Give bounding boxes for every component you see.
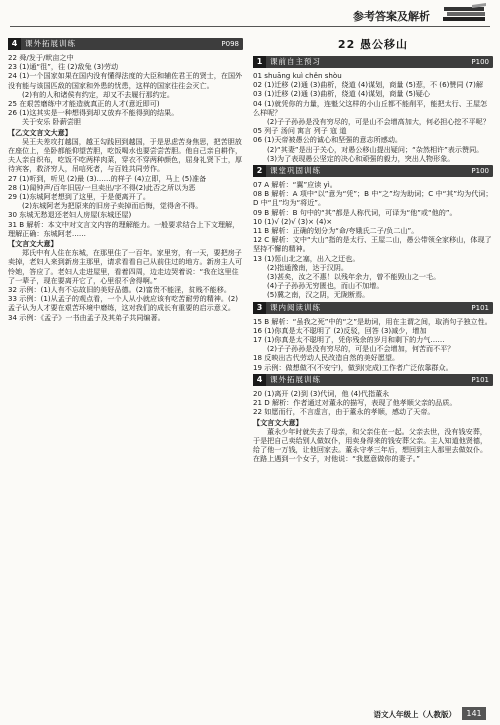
answer-line: 15 B 解析：“虽我之死”中的“之”是助词，用在主谓之间，取消句子独立性。 [253,316,492,326]
header-title: 参考答案及解析 [353,10,430,23]
answer-line: 25 在艰苦磨练中才能造就真正的人才(意近即可) [8,99,160,109]
answer-line: 董永少年时就失去了母亲，和父亲住在一起。父亲去世，没有钱安葬，于是把自己卖给别人做奴仆，用卖身得来的钱安葬父亲。主人知道他贤德，给了他一万钱，让他回家去。董永守孝三年后，想回到主人那里去做奴仆。在路上遇到一个女子，对他说：“我愿意做你的妻子。” [253,426,488,464]
answer-line: (3)甚矣，汝之不惠！以残年余力，曾不能毁山之一毛。 [267,272,441,282]
section-number: 3 [253,302,266,314]
answer-line: 12 C 解析：文中“大山”指的是太行、王屋二山，愚公带领全家移山，体现了坚持不懈的精神。 [253,235,492,254]
answer-line: 28 (1)闻钟声/百年旧居/一旦卖出/字不得(2)此否之所以为恶 [8,182,196,192]
section-number: 4 [253,374,266,386]
section-page-ref: P100 [471,167,489,176]
section-page-ref: P098 [221,40,239,48]
section-page-ref: P101 [471,375,489,384]
answer-line: (2)东城阿老为把原来的旧房子卖掉而后悔，觉得舍不得。 [22,201,203,211]
answer-line: (4)子子孙孙无穷匮也，而山不加增。 [267,281,384,291]
left-answer-list [8,53,243,322]
answer-line: (5)冀之南，汉之阴，无陇断焉。 [267,290,370,300]
answer-line: 27 (1)听到，听见 (2)最 (3)……的样子 (4)立即，马上 (5)准备 [8,173,207,183]
answer-line: 吴王夫差攻打越国，越王勾践回到越国，于是思虑苦身焦思，把苦胆放在座位上，坐卧都能仰望苦胆，吃饭喝水也要尝尝苦胆。他自己亲自耕作，夫人亲自织布，吃饭不吃两样肉菜，穿衣不穿两种颜色，屈身礼贤下士，厚待宾客，救济穷人，吊唁死者，与百姓共同劳作。 [8,136,243,174]
answer-line: 郑氏中有人住在东城，在那里住了一百年。家里穷，有一天，要把房子卖掉，老妇人来到新房主那里，请求看看自己从前住过的地方。新房主人可怜她，答应了。老妇人走进屋里，看着四周，边走边哭着说：“我在这里住了一辈子，现在要离开它了，心里很不舍得啊。” [8,248,243,285]
answer-line: 【文言文大意】 [253,417,303,427]
section-bar [253,374,493,386]
left-column [8,36,243,699]
answer-line: (2)指通豫南，达于汉阴。 [267,262,348,272]
answer-line: 26 (1)这其实是一种想得到却又放弃不能得到的结果。 [8,108,179,118]
section-title: 课外拓展训练 [270,374,321,384]
section-page-ref: P101 [471,303,489,312]
section-number: 2 [253,165,266,177]
answer-line: 19 示例：做想做不(不安宁)，做到(完成)工作者广泛依靠群众。 [253,362,453,372]
answer-line: 01 shuāng kuì chěn shòu [253,71,342,80]
answer-line: 18 反映出古代劳动人民改造自然的美好愿望。 [253,353,400,363]
section-page-ref: P100 [471,58,489,66]
section-title: 课外拓展训练 [25,39,76,48]
answer-line: 04 (1)就凭你的力量，连魁父这样的小山丘都不能削平，能把太行、王屋怎么样呢？ [253,98,488,117]
answer-line: 31 B 解析：本文中对文言文内容的理解能力。一般要求结合上下文理解，理解正确：东城阿老…… [8,219,240,238]
page-header [0,0,500,30]
answer-line: 23 (1)通“徂”，往 (2)敌兔 (3)劳动 [8,62,119,72]
answer-line: (2)有的人和诸侯有约定，却又不去履行那约定。 [22,89,174,99]
answer-line: 【乙文文言文大意】 [8,127,72,137]
answer-line: 21 D 解析：作者通过对董永的描写，表现了他孝顺父亲的品质。 [253,398,457,408]
section-bar [253,56,493,68]
answer-line: 03 (1)迁移 (2)通 (3)曲析，绕道 (4)谋划，商量 (5)疑心 [253,89,430,99]
answer-line: 13 (1)惩山北之塞，出入之迂也。 [253,253,360,263]
answer-line: 07 A 解析：“翼”应读 yì。 [253,180,337,190]
answer-line: 34 示例：《孟子》一书由孟子及其弟子共同编著。 [8,312,165,322]
answer-line: 10 (1)√ (2)√ (3)× (4)× [253,216,333,226]
book-stack-icon [442,3,488,25]
footer-text: 语文人年级上（人教版） [373,710,456,719]
answer-line: 08 B 解析：A 项中“以”意为“凭”；B 中“之”均为助词；C 中“其”均为代词；D 中“且”均为“将近”。 [253,189,493,208]
section-number: 4 [8,38,21,50]
answer-line: 关于安乐 卧薪尝胆 [22,117,82,127]
answer-line: 16 (1)你真是太不聪明了 (2)反驳，回答 (3)减少，增加 [253,325,427,335]
answer-line: 05 列子 汤问 寓言 列子 寇 道 [253,126,347,136]
answer-line: 22 舜/发于/畎亩之中 [8,53,74,62]
right-section-list [253,56,493,464]
answer-line: 06 (1)天帝被愚公的诚心和坚强的意志所感动。 [253,135,403,145]
answer-line: 20 (1)离开 (2)到 (3)代词，他 (4)代指董永 [253,388,390,398]
answer-line: (2)“其妻”是出于关心，对愚公移山提出疑问；“杂然相许”表示赞同。 [267,144,484,154]
answer-line: 【文言文大意】 [8,239,58,249]
answer-line: (2)子子孙孙是没有穷尽的，可是山不会增加，何苦而不平？ [267,344,455,354]
right-column [253,36,493,699]
answer-line: 17 (1)你真是太不聪明了，凭你残余的岁月和剩下的力气…… [253,335,445,345]
answer-line: (2)子子孙孙是没有穷尽的，可是山不会增高加大，何必担心挖不平呢？ [267,117,490,127]
chapter-title: 22 愚公移山 [337,38,409,51]
answer-line: 29 (1)东城阿老想到了这里，于是便离开了。 [8,192,150,202]
answer-line: 09 B 解析：B 句中的“其”都是人称代词，可译为“他”或“他的”。 [253,207,457,217]
section-title: 课堂巩固训练 [270,166,321,176]
answer-line: (3)为了表现愚公坚定的决心和顽强的毅力，突出人物形象。 [267,153,455,163]
answer-line: 02 (1)迁移 (2)通 (3)曲析，绕道 (4)谋划，商量 (5)惹，不 (6)赞同 (7)解 [253,80,483,90]
section-title: 课前自主预习 [270,57,321,66]
header-rule [10,26,490,27]
page-footer [0,703,500,725]
section-bar [8,38,243,50]
answer-line: 22 如愿而行，不言虚言，由于董永的孝顺，感动了天帝。 [253,407,435,417]
section-title: 课内阅读训练 [270,302,321,312]
section-bar [253,165,493,177]
answer-line: 32 示例：(1)人有不忘故旧的美好品德。(2)富贵不能淫，贫贱不能移。 [8,285,231,295]
answer-line: 30 东城无愁退还老妇人房屋(东城还屋) [8,210,132,220]
answer-line: 24 (1)一个国家如果在国内没有懂得法度的大臣和辅佐君王的贤士，在国外没有能与该国匹敌的国家和外患的忧患，这样的国家往往会灭亡。 [8,71,243,90]
section-bar [253,302,493,314]
section-number: 1 [253,56,266,68]
page-number: 141 [462,707,486,720]
answer-line: 11 B 解析：正确的划分为“命/夸娥氏二子/负二山”。 [253,226,419,236]
answer-line: 33 示例：(1)从孟子的观点看，一个人从小就应该有吃苦耐劳的精神。(2)孟子认为人才要在艰苦环境中磨练，这对我们的成长有重要的启示意义。 [8,294,239,313]
